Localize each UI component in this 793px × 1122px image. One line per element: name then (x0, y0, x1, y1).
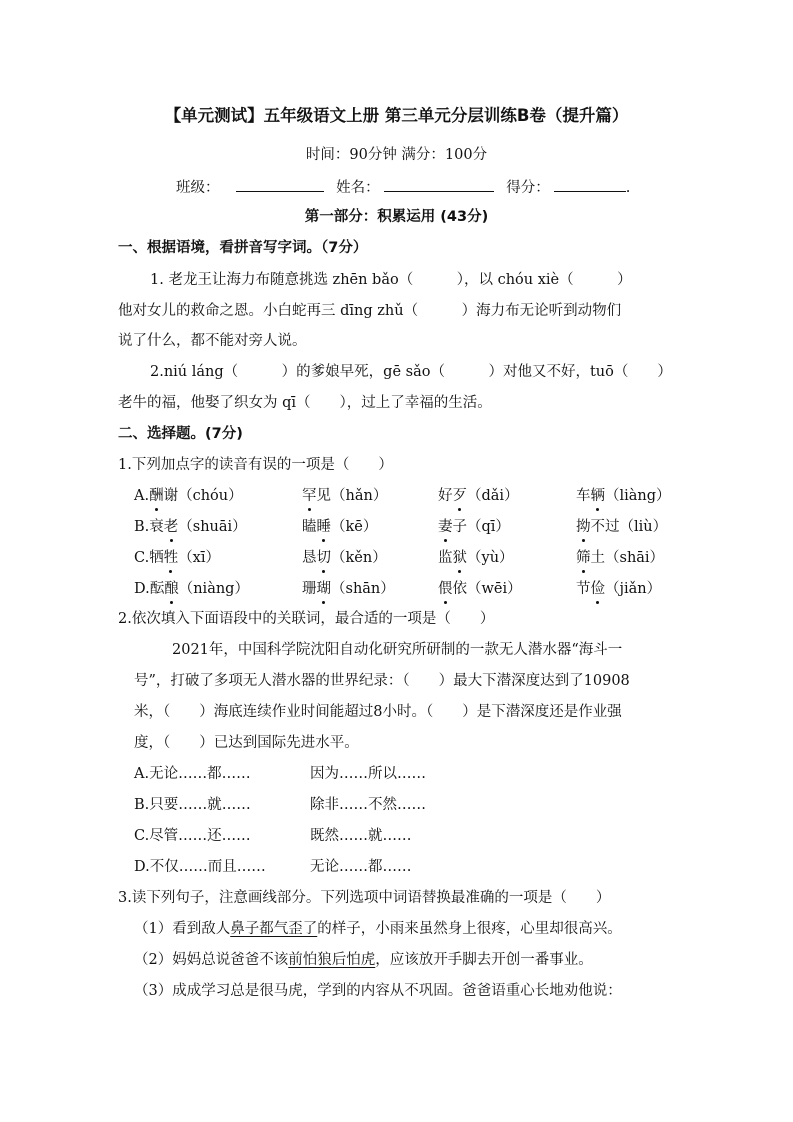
info-line (176, 177, 630, 198)
dotted-character: 睡 (316, 519, 331, 535)
option-letter: C. (134, 550, 150, 566)
name-blank[interactable] (384, 177, 494, 192)
q3-sentence-3: （3）成成学习总是很马虎，学到的内容从不巩固。爸爸语重心长地劝他说： (134, 983, 622, 999)
dotted-character: 酬 (149, 488, 164, 504)
score-label: 得分： (506, 180, 550, 196)
q1-option-item: 珊瑚（shān） (302, 581, 395, 597)
s1-line: 老牛的福，他娶了织女为 qī（ ），过上了幸福的生活。 (118, 395, 492, 411)
score-blank[interactable] (554, 177, 626, 192)
q1-option-item: 瞌睡（kē） (302, 519, 378, 535)
dotted-character: 老 (163, 519, 179, 535)
q1-option-item: 监狱（yù） (438, 550, 514, 566)
q1-option-item: 筛土（shāi） (576, 550, 665, 566)
q2-passage-line: 度，（ ）已达到国际先进水平。 (134, 735, 359, 751)
dotted-character: 酿 (164, 581, 179, 597)
q2-option: 除非……不然…… (310, 797, 426, 813)
option-letter: B. (134, 519, 150, 535)
score-end: . (625, 180, 631, 196)
q1-stem: 1.下列加点字的读音有误的一项是（ ） (118, 457, 393, 473)
dotted-character: 偎 (438, 581, 453, 597)
dotted-character: 狱 (452, 550, 467, 566)
page-title: 【单元测试】五年级语文上册 第三单元分层训练B卷（提升篇） (164, 106, 629, 125)
s1-line: 2.niú láng（ ）的爹娘早死，gē sǎo（ ）对他又不好，tuō（ ） (150, 364, 672, 380)
section2-heading: 二、选择题。(7分) (118, 426, 243, 442)
underlined-phrase: 前怕狼后怕虎 (288, 952, 376, 968)
q2-option[interactable]: D.不仅……而且…… (134, 859, 266, 875)
class-label: 班级： (176, 180, 220, 196)
dotted-character: 拗 (576, 519, 591, 535)
q2-option: 既然……就…… (310, 828, 412, 844)
q1-option-item: 拗不过（liù） (576, 519, 668, 535)
q2-passage-line: 2021年，中国科学院沈阳自动化研究所研制的一款无人潜水器“海斗一 (172, 642, 623, 658)
name-label: 姓名： (336, 180, 380, 196)
dotted-character: 俭 (590, 581, 605, 597)
q2-option[interactable]: B.只要……就…… (134, 797, 251, 813)
dotted-character: 辆 (590, 488, 605, 504)
s1-line: 他对女儿的救命之恩。小白蛇再三 dīng zhǔ（ ）海力布无论听到动物们 (118, 303, 622, 319)
q1-option-item[interactable]: C.牺牲（xī） (134, 550, 221, 566)
dotted-character: 瑚 (316, 581, 331, 597)
q3-sentence-2: （2）妈妈总说爸爸不该前怕狼后怕虎，应该放开手脚去开创一番事业。 (134, 952, 593, 968)
q3-stem: 3.读下列句子，注意画线部分。下列选项中词语替换最准确的一项是（ ） (118, 890, 611, 906)
q1-option-item[interactable]: A.酬谢（chóu） (134, 488, 243, 504)
q2-option: 因为……所以…… (310, 766, 426, 782)
exam-meta: 时间：90分钟 满分：100分 (305, 147, 488, 163)
q1-option-item: 罕见（hǎn） (302, 488, 388, 504)
q1-option-item: 偎依（wēi） (438, 581, 522, 597)
q1-option-item: 妻子（qī） (438, 519, 510, 535)
q2-passage-line: 米，（ ）海底连续作业时间能超过8小时。（ ）是下潜深度还是作业强 (134, 704, 622, 720)
part1-heading: 第一部分：积累运用 (43分) (304, 209, 489, 225)
class-blank[interactable] (236, 177, 324, 192)
dotted-character: 筛 (576, 550, 591, 566)
underlined-phrase: 鼻子都气歪了 (230, 921, 318, 937)
q2-passage-line: 号”，打破了多项无人潜水器的世界纪录：（ ）最大下潜深度达到了10908 (134, 673, 630, 689)
dotted-character: 歹 (452, 488, 467, 504)
q1-option-item: 节俭（jiǎn） (576, 581, 662, 597)
q1-option-item[interactable]: D.酝酿（niàng） (134, 581, 249, 597)
section1-heading: 一、根据语境，看拼音写字词。（7分） (118, 240, 368, 256)
option-letter: D. (134, 581, 150, 597)
q2-option[interactable]: C.尽管……还…… (134, 828, 251, 844)
q2-option: 无论……都…… (310, 859, 412, 875)
option-letter: A. (134, 488, 150, 504)
q1-option-item: 好歹（dǎi） (438, 488, 519, 504)
q1-option-item: 恳切（kěn） (302, 550, 387, 566)
q1-option-item: 车辆（liàng） (576, 488, 671, 504)
s1-line: 说了什么，都不能对旁人说。 (118, 333, 307, 349)
q3-sentence-1: （1）看到敌人鼻子都气歪了的样子，小雨来虽然身上很疼，心里却很高兴。 (134, 921, 622, 937)
dotted-character: 妻 (438, 519, 453, 535)
q2-stem: 2.依次填入下面语段中的关联词，最合适的一项是（ ） (118, 611, 495, 627)
q2-option[interactable]: A.无论……都…… (134, 766, 251, 782)
q1-option-item[interactable]: B.衰老（shuāi） (134, 519, 247, 535)
dotted-character: 切 (316, 550, 331, 566)
dotted-character: 牲 (163, 550, 179, 566)
s1-line: 1. 老龙王让海力布随意挑选 zhēn bǎo（ ），以 chóu xiè（ ） (150, 272, 632, 288)
dotted-character: 罕 (302, 488, 317, 504)
